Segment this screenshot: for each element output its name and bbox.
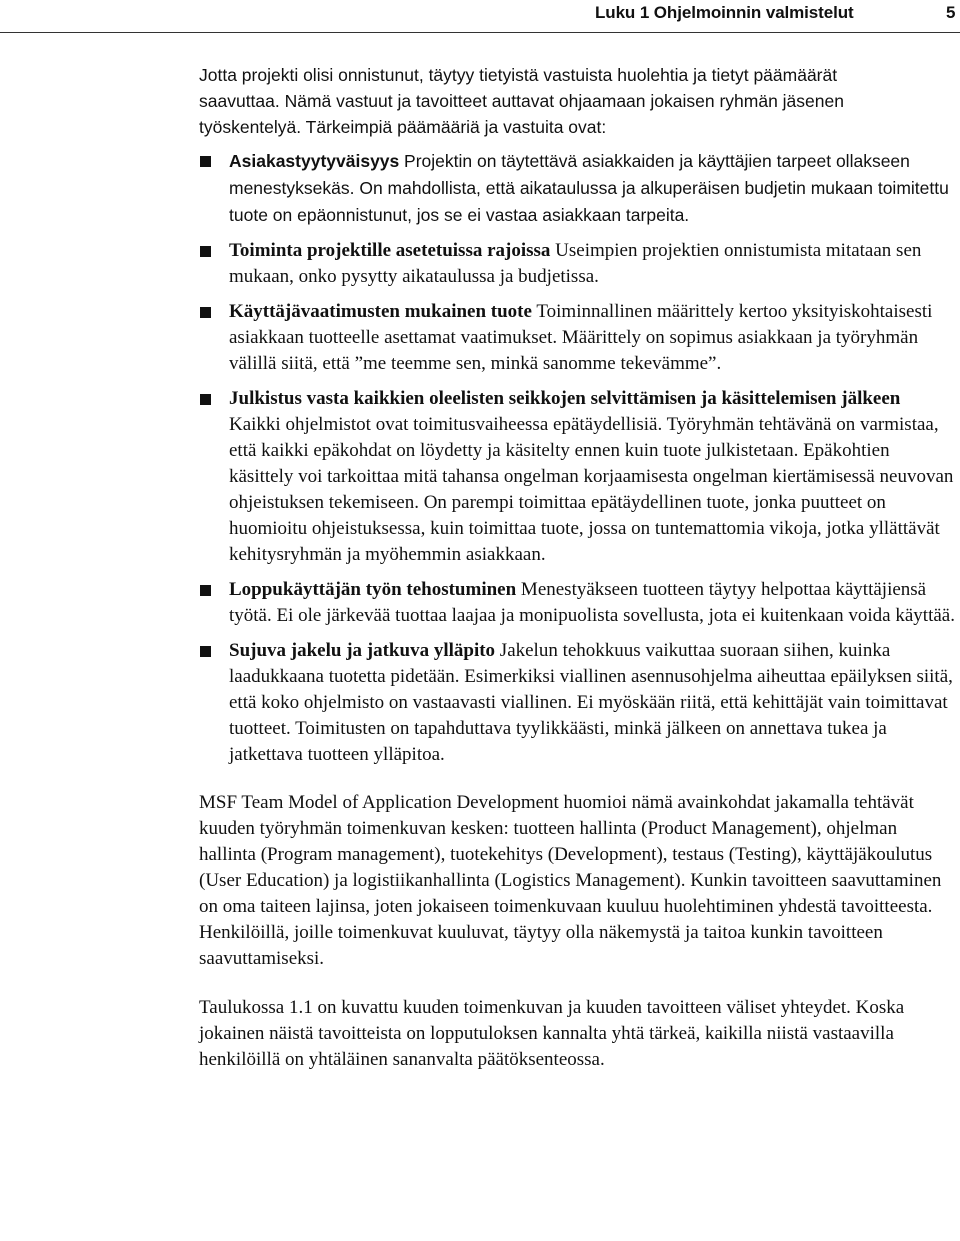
list-item-body: Projektin on täytettävä asiakkaiden ja käyttäjien tarpeet ollakseen menestyksekäs. On mahdollista, että aikataulussa ja alkuperäisen budjetin mukaan toimitettu tuote on epäonnistunut, jos se ei vastaa asiakkaan tarpeita. [229, 151, 949, 225]
list-item-body: Useimpien projektien onnistumista mitataan sen mukaan, onko pysytty aikataulussa ja budjetissa. [229, 240, 922, 287]
square-bullet-icon [200, 246, 211, 257]
list-item [199, 386, 956, 568]
list-item-body: Toiminnallinen määrittely kertoo yksityiskohtaisesti asiakkaan tuotteelle asettamat vaatimukset. Määrittely on sopimus asiakkaan ja työryhmän välillä siitä, että ”me teemme sen, minkä sanomme tekevämme”. [229, 301, 933, 374]
square-bullet-icon [200, 307, 211, 318]
list-item [199, 148, 956, 229]
list-item [199, 238, 956, 290]
chapter-title: Luku 1 Ohjelmoinnin valmistelut [595, 3, 854, 22]
list-item-title: Loppukäyttäjän työn tehostuminen [229, 579, 517, 600]
page-number: 5 [946, 3, 956, 22]
msf-paragraph: MSF Team Model of Application Development huomioi nämä avainkohdat jakamalla tehtävät kuuden työryhmän toimenkuvan kesken: tuotteen hallinta (Product Management), ohjelman hallinta (Program management), tuotekehitys (Development), testaus (Testing), käyttäjäkoulutus (User Education) ja logistiikanhallinta (Logistics Management). Kunkin tavoitteen saavuttaminen on oma taiteen lajinsa, joten jokaiseen toimenkuvaan kuuluu huolehtiminen yhdestä tavoitteesta. Henkilöillä, joille toimenkuvat kuuluvat, täytyy olla näkemystä ja taitoa kunkin tavoitteen saavuttamiseksi. [199, 792, 942, 969]
square-bullet-icon [200, 394, 211, 405]
list-item-body: Jakelun tehokkuus vaikuttaa suoraan siihen, kuinka laadukkaana tuotetta pidetään. Esimerkiksi viallinen asennusohjelma aiheuttaa epäilyksen siitä, että koko ohjelmisto on vastaavasti viallinen. Ei myöskään riitä, että kehittäjät vain toimittavat tuotteet. Toimitusten on tapahduttava tyylikkäästi, minkä jälkeen on annettava tukea ja jatkettava tuotteen ylläpitoa. [229, 640, 953, 765]
list-item-title: Toiminta projektille asetetuissa rajoissa [229, 240, 551, 261]
list-item-body: Kaikki ohjelmistot ovat toimitusvaiheessa epätäydellisiä. Työryhmän tehtävänä on varmistaa, että kaikki epäkohdat on löydetty ja käsitelty ennen kuin tuote julkistetaan. Epäkohtien käsittely voi tarkoittaa mitä tahansa ongelman korjaamisesta ongelman kiertämisessä neuvovan ohjeistuksen tekemiseen. On parempi toimittaa epätäydellinen tuote, jonka puutteet on huomioitu ohjeistuksessa, kuin toimittaa tuote, jossa on tuntemattomia vikoja, jotka yllättävät kehitysryhmän ja myöhemmin asiakkaan. [229, 414, 954, 565]
page-header [0, 0, 960, 33]
intro-paragraph: Jotta projekti olisi onnistunut, täytyy tietyistä vastuista huolehtia ja tietyt päämäärät saavuttaa. Nämä vastuut ja tavoitteet auttavat ohjaamaan jokaisen ryhmän jäsenen työskentelyä. Tärkeimpiä päämääriä ja vastuita ovat: [199, 65, 844, 137]
square-bullet-icon [200, 156, 211, 167]
list-item-title: Asiakastyytyväisyys [229, 151, 400, 171]
list-item [199, 299, 956, 377]
list-item-title: Käyttäjävaatimusten mukainen tuote [229, 301, 532, 322]
square-bullet-icon [200, 646, 211, 657]
list-item [199, 638, 956, 768]
list-item-title: Sujuva jakelu ja jatkuva ylläpito [229, 640, 496, 661]
goals-list [199, 148, 956, 768]
square-bullet-icon [200, 585, 211, 596]
table-reference-paragraph: Taulukossa 1.1 on kuvattu kuuden toimenkuvan ja kuuden tavoitteen väliset yhteydet. Koska jokainen näistä tavoitteista on lopputuloksen kannalta yhtä tärkeä, kaikilla niistä vastaavilla henkilöillä on yhtäläinen sananvalta päätöksenteossa. [199, 997, 905, 1070]
list-item [199, 577, 956, 629]
page-body [199, 62, 956, 1073]
list-item-title: Julkistus vasta kaikkien oleelisten seikkojen selvittämisen ja käsittelemisen jälkeen [229, 388, 901, 409]
list-item-body: Menestyäkseen tuotteen täytyy helpottaa käyttäjiensä työtä. Ei ole järkevää tuottaa laajaa ja monipuolista sovellusta, jota ei kuitenkaan voida käyttää. [229, 579, 955, 626]
